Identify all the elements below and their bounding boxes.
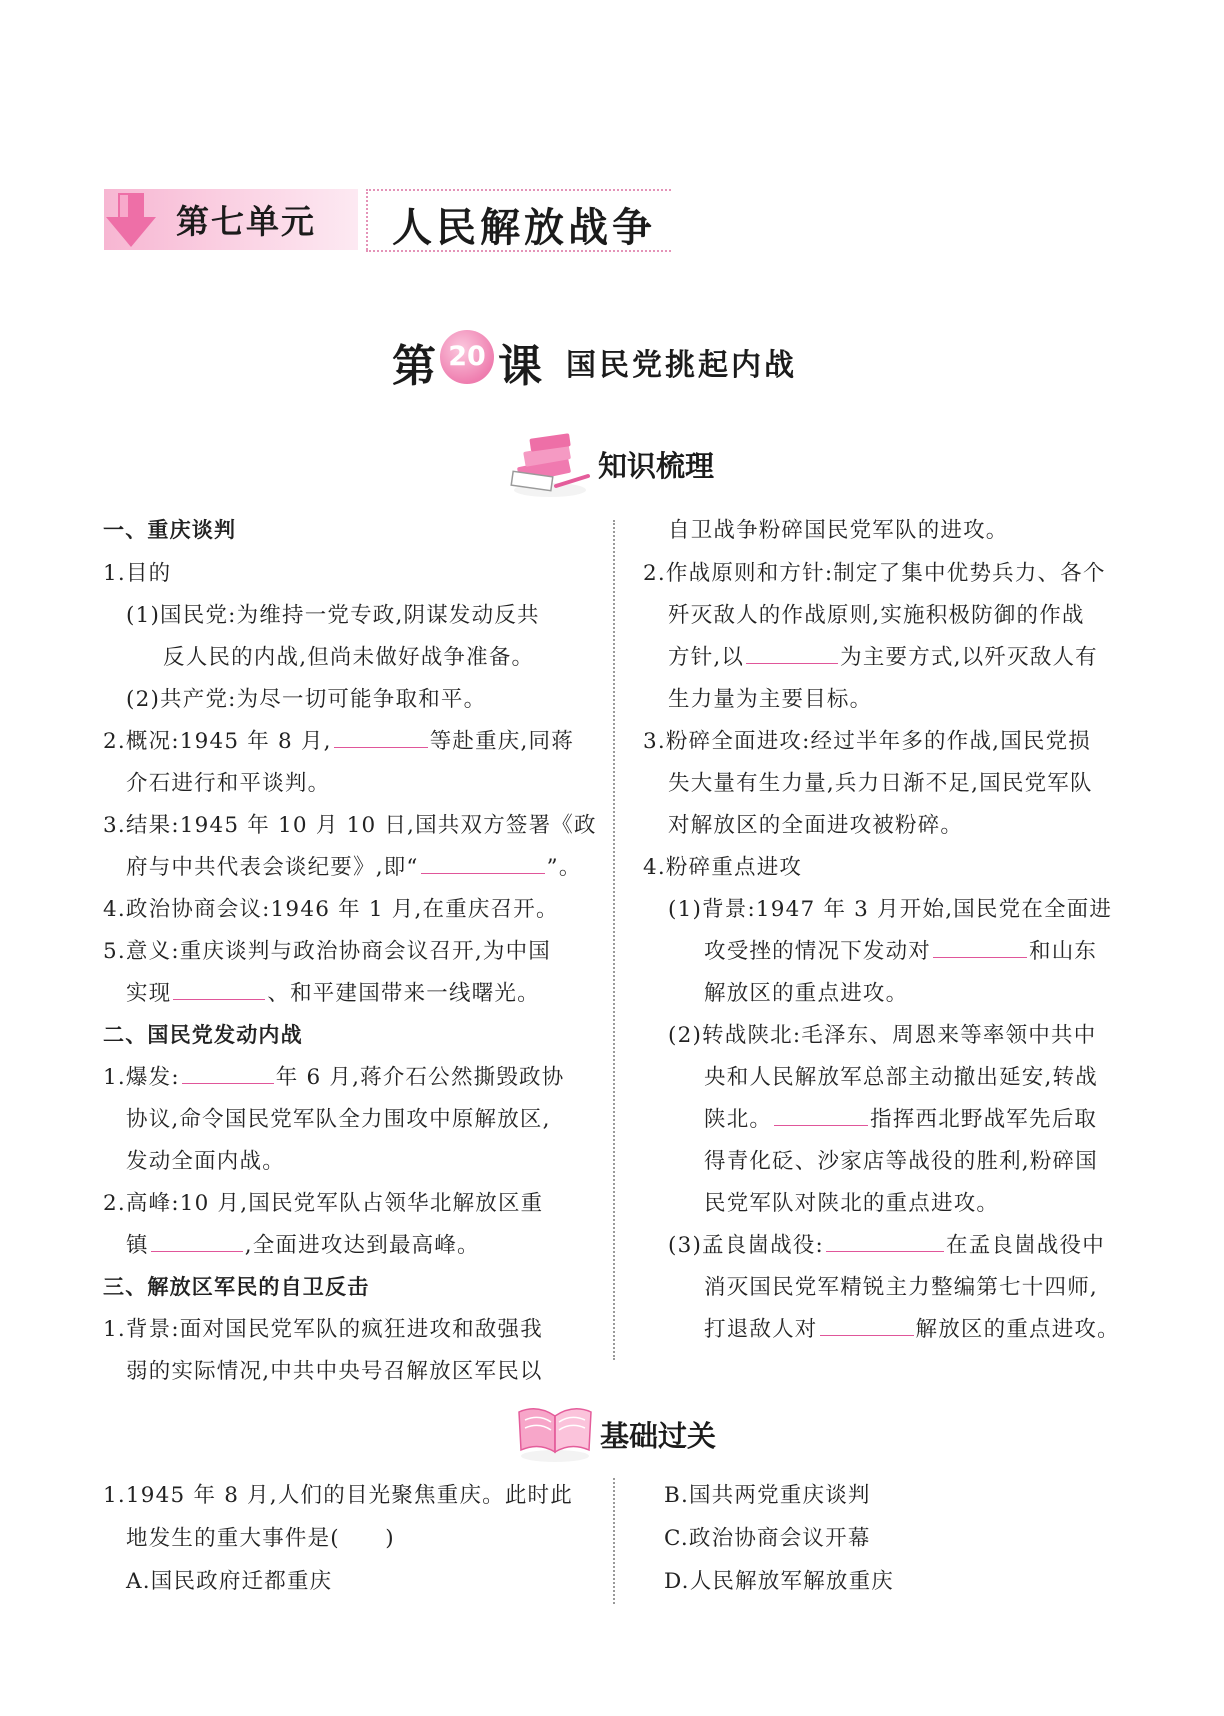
text-line: 2.作战原则和方针:制定了集中优势兵力、各个	[643, 561, 1106, 586]
fill-blank[interactable]	[820, 1334, 914, 1336]
option-c[interactable]: C.政治协商会议开幕	[664, 1526, 871, 1551]
text-line: 实现 、和平建国带来一线曙光。	[126, 981, 540, 1006]
fill-blank[interactable]	[421, 872, 545, 874]
text-line: 方针,以 为主要方式,以歼灭敌人有	[668, 645, 1098, 670]
text-line: (1)国民党:为维持一党专政,阴谋发动反共	[126, 603, 540, 628]
text-line: 对解放区的全面进攻被粉碎。	[668, 813, 964, 838]
lesson-prefix: 第	[392, 341, 436, 392]
text-line: 2.高峰:10 月,国民党军队占领华北解放区重	[103, 1191, 544, 1216]
text-line: 消灭国民党军精锐主力整编第七十四师,	[704, 1275, 1098, 1300]
question-stem: 地发生的重大事件是( )	[126, 1526, 395, 1551]
lesson-number-badge: 20	[440, 330, 494, 384]
text-line: 弱的实际情况,中共中央号召解放区军民以	[126, 1359, 543, 1384]
text-line: 自卫战争粉碎国民党军队的进攻。	[668, 518, 1009, 543]
fill-blank[interactable]	[933, 956, 1027, 958]
fill-blank[interactable]	[334, 746, 428, 748]
text-line: 民党军队对陕北的重点进攻。	[704, 1191, 1000, 1216]
text-line: (1)背景:1947 年 3 月开始,国民党在全面进	[668, 897, 1113, 922]
lesson-suffix: 课	[498, 341, 542, 392]
fill-blank[interactable]	[182, 1082, 274, 1084]
books-icon	[510, 428, 592, 500]
text-line: 失大量有生力量,兵力日渐不足,国民党军队	[668, 771, 1093, 796]
text-line: 陕北。 指挥西北野战军先后取	[704, 1107, 1098, 1132]
option-a[interactable]: A.国民政府迁都重庆	[126, 1569, 333, 1594]
column-divider	[613, 520, 615, 1360]
text-line: 3.粉碎全面进攻:经过半年多的作战,国民党损	[643, 729, 1091, 754]
text-line: 介石进行和平谈判。	[126, 771, 331, 796]
down-arrow-icon	[104, 189, 158, 250]
text-line: 2.概况:1945 年 8 月, 等赴重庆,同蒋	[103, 729, 574, 754]
question-stem: 1.1945 年 8 月,人们的目光聚焦重庆。此时此	[103, 1483, 573, 1508]
text-line: 4.粉碎重点进攻	[643, 855, 803, 880]
divider	[366, 189, 368, 250]
text-line: 1.背景:面对国民党军队的疯狂进攻和敌强我	[103, 1317, 543, 1342]
fill-blank[interactable]	[746, 662, 838, 664]
section-title-basics: 基础过关	[600, 1419, 717, 1453]
text-line: 5.意义:重庆谈判与政治协商会议召开,为中国	[103, 939, 551, 964]
text-line: 解放区的重点进攻。	[704, 981, 909, 1006]
fill-blank[interactable]	[774, 1124, 868, 1126]
text-line: 镇 ,全面进攻达到最高峰。	[126, 1233, 480, 1258]
text-line: 协议,命令国民党军队全力围攻中原解放区,	[126, 1107, 551, 1132]
heading-civil-war: 二、国民党发动内战	[103, 1023, 303, 1047]
text-line: 得青化砭、沙家店等战役的胜利,粉碎国	[704, 1149, 1098, 1174]
text-line: 打退敌人对 解放区的重点进攻。	[704, 1317, 1120, 1342]
fill-blank[interactable]	[826, 1250, 944, 1252]
heading-chongqing: 一、重庆谈判	[103, 518, 237, 542]
text-line: 央和人民解放军总部主动撤出延安,转战	[704, 1065, 1098, 1090]
fill-blank[interactable]	[173, 998, 265, 1000]
divider	[366, 189, 671, 191]
column-divider	[613, 1478, 615, 1604]
text-line: 反人民的内战,但尚未做好战争准备。	[163, 645, 535, 670]
lesson-title: 国民党挑起内战	[566, 348, 797, 383]
option-d[interactable]: D.人民解放军解放重庆	[664, 1569, 895, 1594]
unit-title: 人民解放战争	[392, 205, 656, 251]
heading-counterattack: 三、解放区军民的自卫反击	[103, 1275, 370, 1299]
text-line: (3)孟良崮战役: 在孟良崮战役中	[668, 1233, 1105, 1258]
unit-label: 第七单元	[176, 202, 316, 241]
text-line: 发动全面内战。	[126, 1149, 285, 1174]
fill-blank[interactable]	[151, 1250, 243, 1252]
text-line: 攻受挫的情况下发动对 和山东	[704, 939, 1098, 964]
text-line: 1.爆发: 年 6 月,蒋介石公然撕毁政协	[103, 1065, 565, 1090]
text-line: 3.结果:1945 年 10 月 10 日,国共双方签署《政	[103, 813, 597, 838]
option-b[interactable]: B.国共两党重庆谈判	[664, 1483, 871, 1508]
text-line: 1.目的	[103, 561, 172, 586]
text-line: 生力量为主要目标。	[668, 687, 873, 712]
text-line: 歼灭敌人的作战原则,实施积极防御的作战	[668, 603, 1085, 628]
text-line: (2)转战陕北:毛泽东、周恩来等率领中共中	[668, 1023, 1097, 1048]
open-book-icon	[515, 1400, 595, 1464]
section-title-knowledge: 知识梳理	[598, 449, 715, 483]
text-line: 府与中共代表会谈纪要》,即“ ”。	[126, 855, 582, 880]
text-line: (2)共产党:为尽一切可能争取和平。	[126, 687, 487, 712]
text-line: 4.政治协商会议:1946 年 1 月,在重庆召开。	[103, 897, 559, 922]
